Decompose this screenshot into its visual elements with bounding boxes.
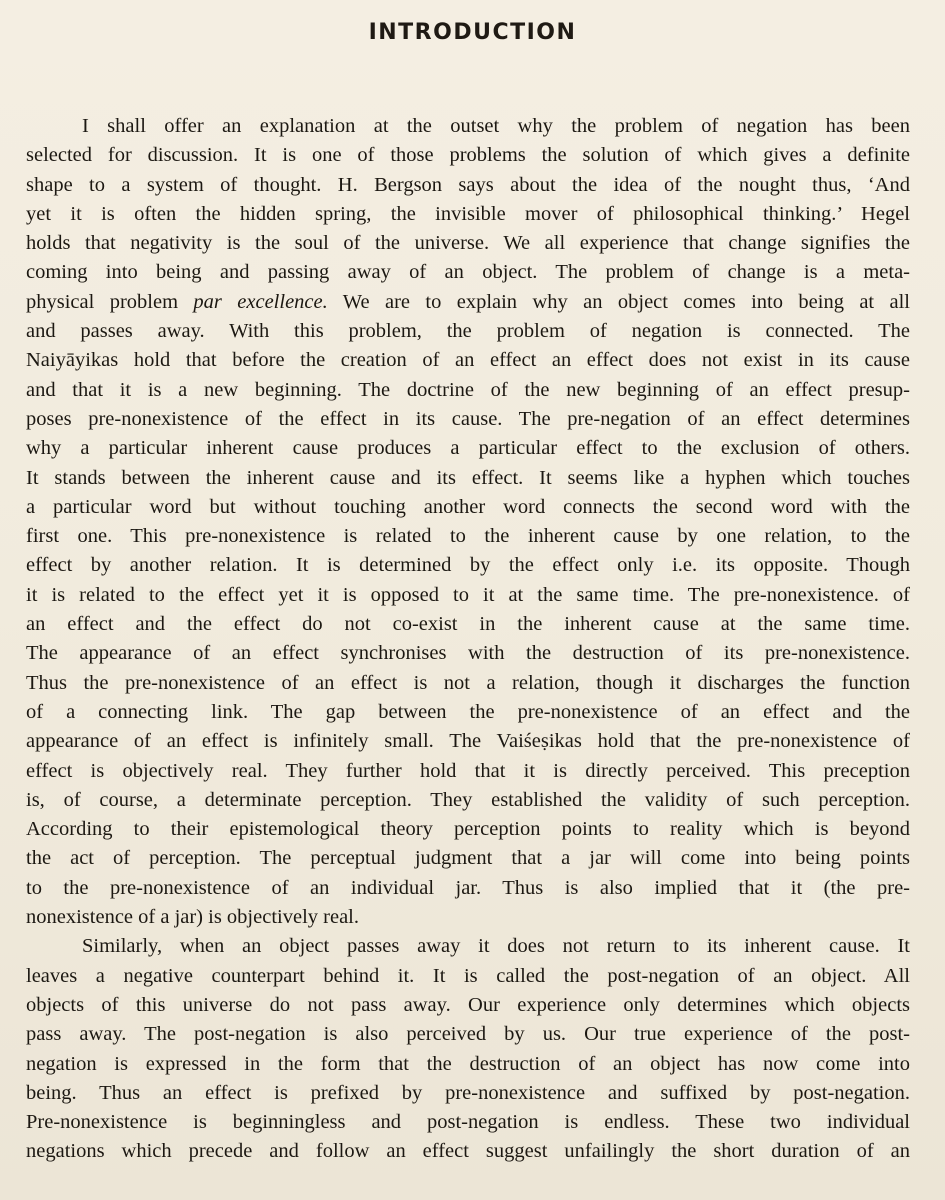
text-line: coming into being and passing away of an object. The problem of change is a meta- <box>26 261 910 284</box>
text-run: We are to explain why an object comes into being at all <box>327 290 911 313</box>
text-line: an effect and the effect do not co-exist in the inherent cause at the same time. <box>26 613 910 636</box>
text-line: According to their epistemological theory perception points to reality which is beyond <box>26 818 910 841</box>
text-line: and passes away. With this problem, the problem of negation is connected. The <box>26 320 910 343</box>
text-line: shape to a system of thought. H. Bergson says about the idea of the nought thus, ‘And <box>26 173 910 196</box>
text-line: to the pre-nonexistence of an individual jar. Thus is also implied that it (the pre- <box>26 876 910 899</box>
text-line: poses pre-nonexistence of the effect in its cause. The pre-negation of an effect determines <box>26 407 910 430</box>
text-line: why a particular inherent cause produces a particular effect to the exclusion of others. <box>26 437 910 460</box>
text-line: objects of this universe do not pass away. Our experience only determines which objects <box>26 993 910 1016</box>
text-line: Pre-nonexistence is beginningless and post-negation is endless. These two individual <box>26 1111 910 1134</box>
text-line: Thus the pre-nonexistence of an effect is not a relation, though it discharges the function <box>26 671 910 694</box>
text-line: and that it is a new beginning. The doctrine of the new beginning of an effect presup- <box>26 378 910 401</box>
text-line <box>26 288 910 317</box>
text-line: Naiyāyikas hold that before the creation of an effect an effect does not exist in its cause <box>26 349 910 372</box>
text-line: selected for discussion. It is one of those problems the solution of which gives a definite <box>26 144 910 167</box>
paragraph-2 <box>26 932 910 1166</box>
body-text <box>26 112 910 1167</box>
text-line: nonexistence of a jar) is objectively real. <box>26 906 359 929</box>
text-run: physical problem <box>26 290 194 313</box>
text-line: I shall offer an explanation at the outset why the problem of negation has been <box>82 115 910 137</box>
text-line: being. Thus an effect is prefixed by pre-nonexistence and suffixed by post-negation. <box>26 1081 910 1104</box>
text-line: negation is expressed in the form that the destruction of an object has now come into <box>26 1052 910 1075</box>
text-line: negations which precede and follow an effect suggest unfailingly the short duration of an <box>26 1140 910 1163</box>
page-heading: INTRODUCTION <box>368 20 577 45</box>
text-line: is, of course, a determinate perception. They established the validity of such perception. <box>26 788 910 811</box>
text-line: It stands between the inherent cause and its effect. It seems like a hyphen which touches <box>26 466 910 489</box>
text-line: The appearance of an effect synchronises with the destruction of its pre-nonexistence. <box>26 642 910 665</box>
text-line: appearance of an effect is infinitely small. The Vaiśeṣikas hold that the pre-nonexistence of <box>26 730 910 753</box>
paragraph-1 <box>26 112 910 932</box>
text-line: Similarly, when an object passes away it does not return to its inherent cause. It <box>82 935 910 958</box>
text-line: of a connecting link. The gap between the pre-nonexistence of an effect and the <box>26 700 910 723</box>
text-line: the act of perception. The perceptual judgment that a jar will come into being points <box>26 847 910 870</box>
text-line: effect is objectively real. They further hold that it is directly perceived. This preception <box>26 759 910 782</box>
text-line: pass away. The post-negation is also perceived by us. Our true experience of the post- <box>26 1023 910 1046</box>
italic-phrase: par excellence. <box>193 290 328 313</box>
text-line: holds that negativity is the soul of the universe. We all experience that change signifies the <box>26 232 910 255</box>
text-line: yet it is often the hidden spring, the invisible mover of philosophical thinking.’ Hegel <box>26 202 910 225</box>
text-line: it is related to the effect yet it is opposed to it at the same time. The pre-nonexistence. of <box>26 583 910 606</box>
text-line: a particular word but without touching another word connects the second word with the <box>26 495 910 518</box>
text-line: leaves a negative counterpart behind it. It is called the post-negation of an object. All <box>26 964 910 987</box>
text-line: effect by another relation. It is determined by the effect only i.e. its opposite. Though <box>26 554 910 577</box>
text-line: first one. This pre-nonexistence is related to the inherent cause by one relation, to the <box>26 525 910 548</box>
